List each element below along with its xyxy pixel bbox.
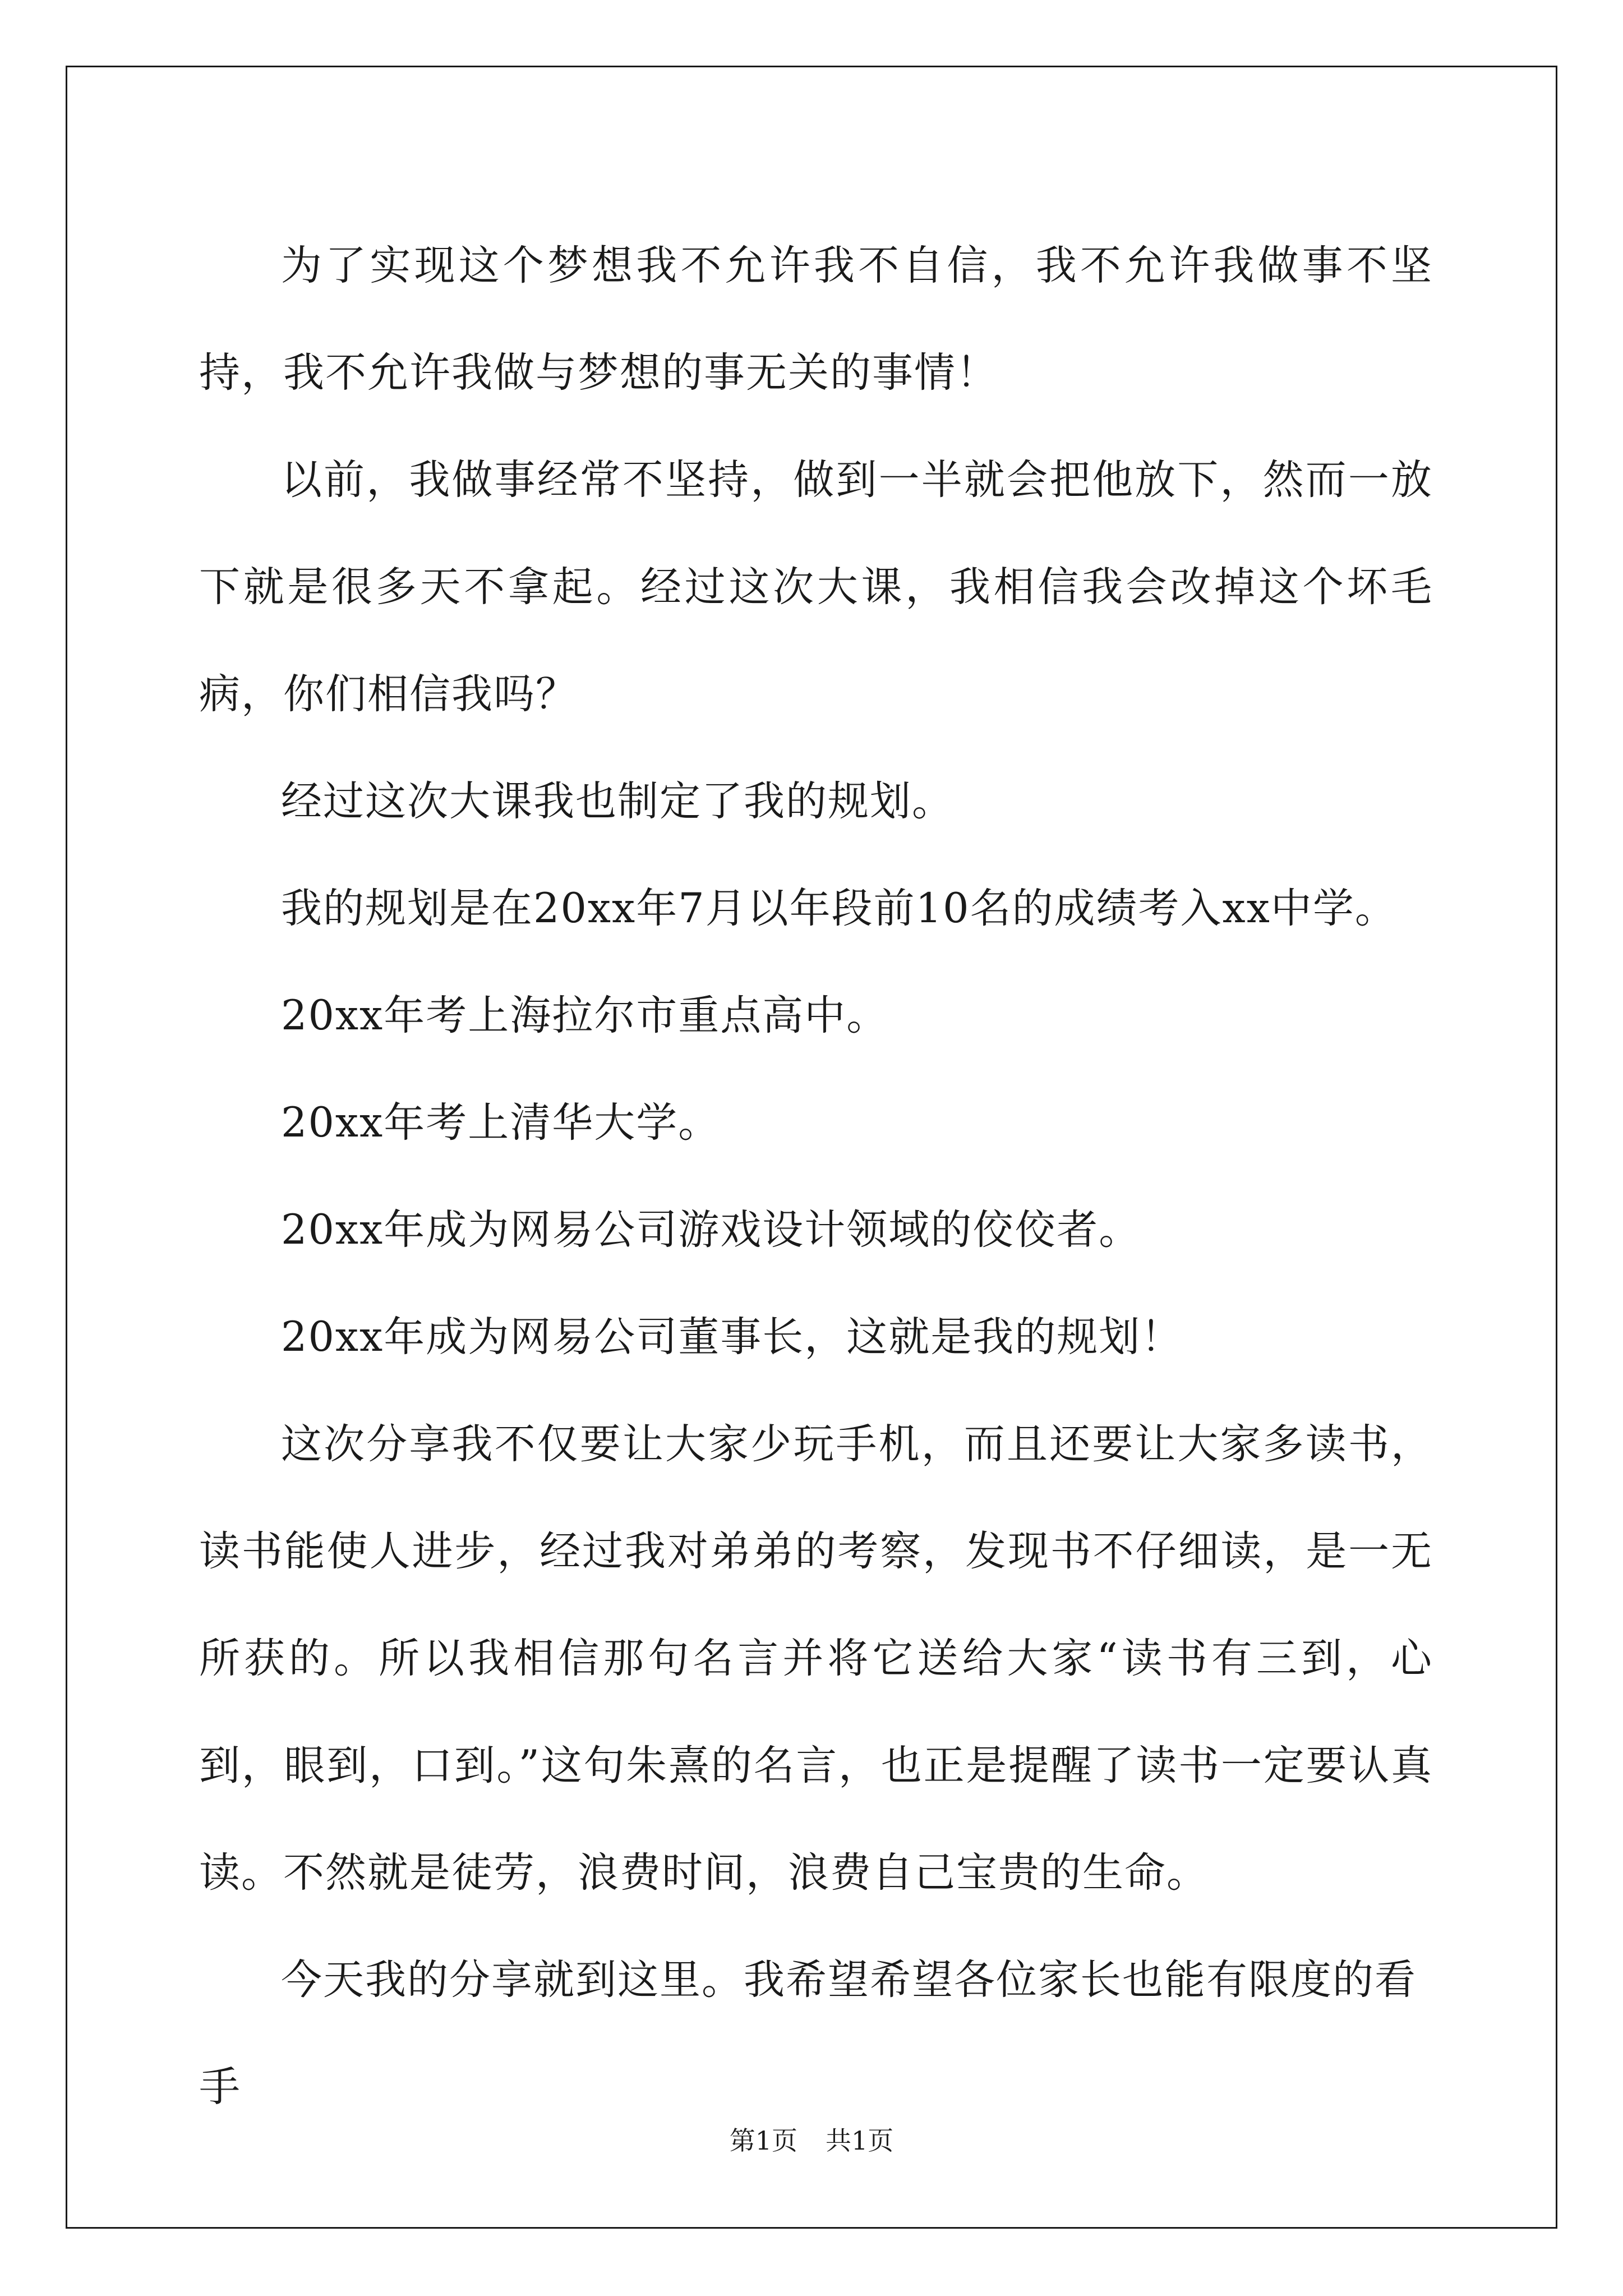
paragraph-3: 经过这次大课我也制定了我的规划。 — [281, 777, 954, 825]
paragraph-8: 20xx年成为网易公司董事长，这就是我的规划！ — [281, 1313, 1183, 1361]
paragraph-10: 今天我的分享就到这里。我希望希望各位家长也能有限度的看手 — [199, 1956, 1417, 2111]
paragraph-9: 这次分享我不仅要让大家少玩手机，而且还要让大家多读书，读书能使人进步，经过我对弟弟的考察，发现书不仔细读，是一无所获的。所以我相信那句名言并将它送给大家“读书有三到，心到，眼到，口到。”这句朱熹的名言，也正是提醒了读书一定要认真读。不然就是徒劳，浪费时间，浪费自己宝贵的生命。 — [199, 1420, 1433, 1897]
paragraph-5: 20xx年考上海拉尔市重点高中。 — [281, 992, 889, 1039]
paragraph-7: 20xx年成为网易公司游戏设计领域的佼佼者。 — [281, 1206, 1141, 1254]
paragraph-6: 20xx年考上清华大学。 — [281, 1099, 721, 1147]
paragraph-4: 我的规划是在20xx年7月以年段前10名的成绩考入xx中学。 — [281, 885, 1397, 932]
page-footer — [0, 2120, 1623, 2157]
document-body — [199, 212, 1433, 2141]
page-total: 共1页 — [826, 2125, 894, 2156]
paragraph-2: 以前，我做事经常不坚持，做到一半就会把他放下，然而一放下就是很多天不拿起。经过这次大课，我相信我会改掉这个坏毛病，你们相信我吗？ — [199, 456, 1433, 718]
page-number: 第1页 — [729, 2125, 797, 2156]
paragraph-1: 为了实现这个梦想我不允许我不自信，我不允许我做事不坚持，我不允许我做与梦想的事无关的事情！ — [199, 242, 1433, 397]
